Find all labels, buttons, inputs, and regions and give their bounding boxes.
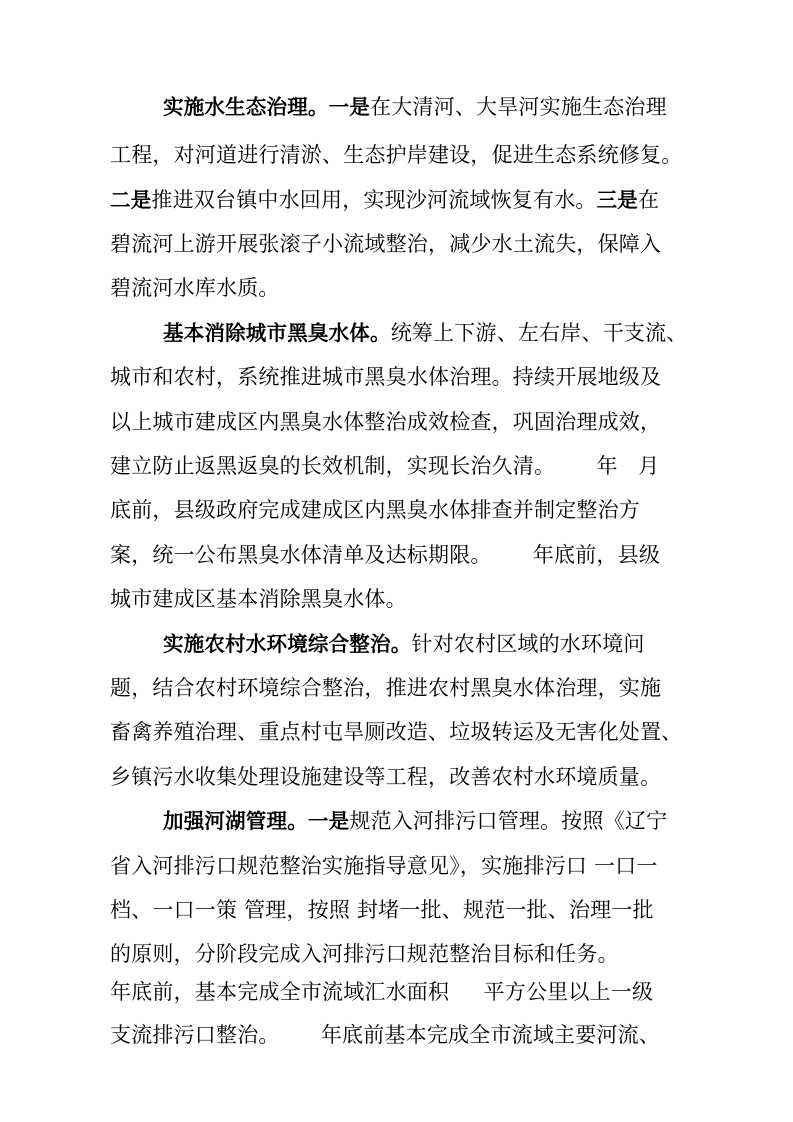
text-run: 城市建成区基本消除黑臭水体。 bbox=[110, 587, 407, 611]
text-run: 年底前，基本完成全市流域汇水面积 平方公里以上一级 bbox=[110, 980, 654, 1004]
text-line bbox=[110, 972, 680, 1012]
text-line bbox=[110, 357, 680, 397]
bold-marker: 一是 bbox=[307, 809, 350, 833]
text-run: 推进双台镇中水回用，实现沙河流域恢复有水。 bbox=[151, 188, 597, 212]
text-run: 统筹上下游、左右岸、干支流、 bbox=[390, 321, 688, 345]
text-run: 在大清河、大旱河实施生态治理 bbox=[370, 95, 667, 119]
bold-heading: 加强河湖管理。 bbox=[163, 809, 308, 833]
text-run: 档、一口一策 管理，按照 封堵一批、规范一批、治理一批 bbox=[110, 898, 654, 922]
text-line bbox=[110, 890, 680, 930]
text-run: 城市和农村，系统推进城市黑臭水体治理。持续开展地级及 bbox=[110, 365, 662, 389]
text-run: 碧流河上游开展张滚子小流域整治，减少水土流失，保障入 bbox=[110, 232, 662, 256]
text-line bbox=[110, 535, 680, 575]
text-run: 的原则，分阶段完成入河排污口规范整治目标和任务。 bbox=[110, 942, 619, 966]
bold-marker: 二是 bbox=[110, 188, 152, 212]
text-run: 建立防止返黑返臭的长效机制，实现长治久清。 年 月 bbox=[110, 454, 660, 478]
text-run: 在 bbox=[638, 188, 660, 212]
text-line bbox=[110, 490, 680, 530]
bold-heading: 实施水生态治理。 bbox=[163, 95, 329, 119]
text-line bbox=[110, 135, 683, 175]
text-run: 省入河排污口规范整治实施指导意见》，实施排污口 一口一 bbox=[110, 854, 658, 878]
bold-heading: 实施农村水环境综合整治。 bbox=[163, 632, 412, 656]
text-line bbox=[110, 1015, 680, 1055]
text-line bbox=[163, 87, 680, 127]
text-line bbox=[110, 668, 680, 708]
text-run: 规范入河排污口管理。按照《辽宁 bbox=[349, 809, 668, 833]
text-run: 针对农村区域的水环境问 bbox=[411, 632, 645, 656]
text-run: 案，统一公布黑臭水体清单及达标期限。 年底前，县级 bbox=[110, 543, 661, 567]
text-line bbox=[163, 624, 680, 664]
bold-marker: 三是 bbox=[596, 188, 639, 212]
text-run: 畜禽养殖治理、重点村屯旱厕改造、垃圾转运及无害化处置、 bbox=[110, 720, 683, 744]
text-line bbox=[110, 579, 680, 619]
text-line bbox=[110, 712, 683, 752]
text-line bbox=[163, 801, 680, 841]
text-line bbox=[110, 224, 680, 264]
text-run: 题，结合农村环境综合整治，推进农村黑臭水体治理，实施 bbox=[110, 676, 662, 700]
text-line bbox=[110, 402, 680, 442]
text-run: 乡镇污水收集处理设施建设等工程，改善农村水环境质量。 bbox=[110, 765, 662, 789]
text-line bbox=[110, 757, 680, 797]
text-line bbox=[110, 846, 680, 886]
text-line bbox=[110, 268, 680, 308]
text-run: 支流排污口整治。 年底前基本完成全市流域主要河流、 bbox=[110, 1023, 661, 1047]
text-line bbox=[110, 446, 680, 486]
text-run: 碧流河水库水质。 bbox=[110, 276, 280, 300]
bold-heading: 基本消除城市黑臭水体。 bbox=[163, 321, 391, 345]
text-run: 底前，县级政府完成建成区内黑臭水体排查并制定整治方 bbox=[110, 498, 640, 522]
text-run: 以上城市建成区内黑臭水体整治成效检查，巩固治理成效， bbox=[110, 410, 662, 434]
text-line bbox=[110, 934, 680, 974]
bold-marker: 一是 bbox=[328, 95, 371, 119]
text-run: 工程，对河道进行清淤、生态护岸建设，促进生态系统修复。 bbox=[110, 143, 683, 167]
text-line bbox=[163, 313, 688, 353]
text-line bbox=[110, 180, 680, 220]
